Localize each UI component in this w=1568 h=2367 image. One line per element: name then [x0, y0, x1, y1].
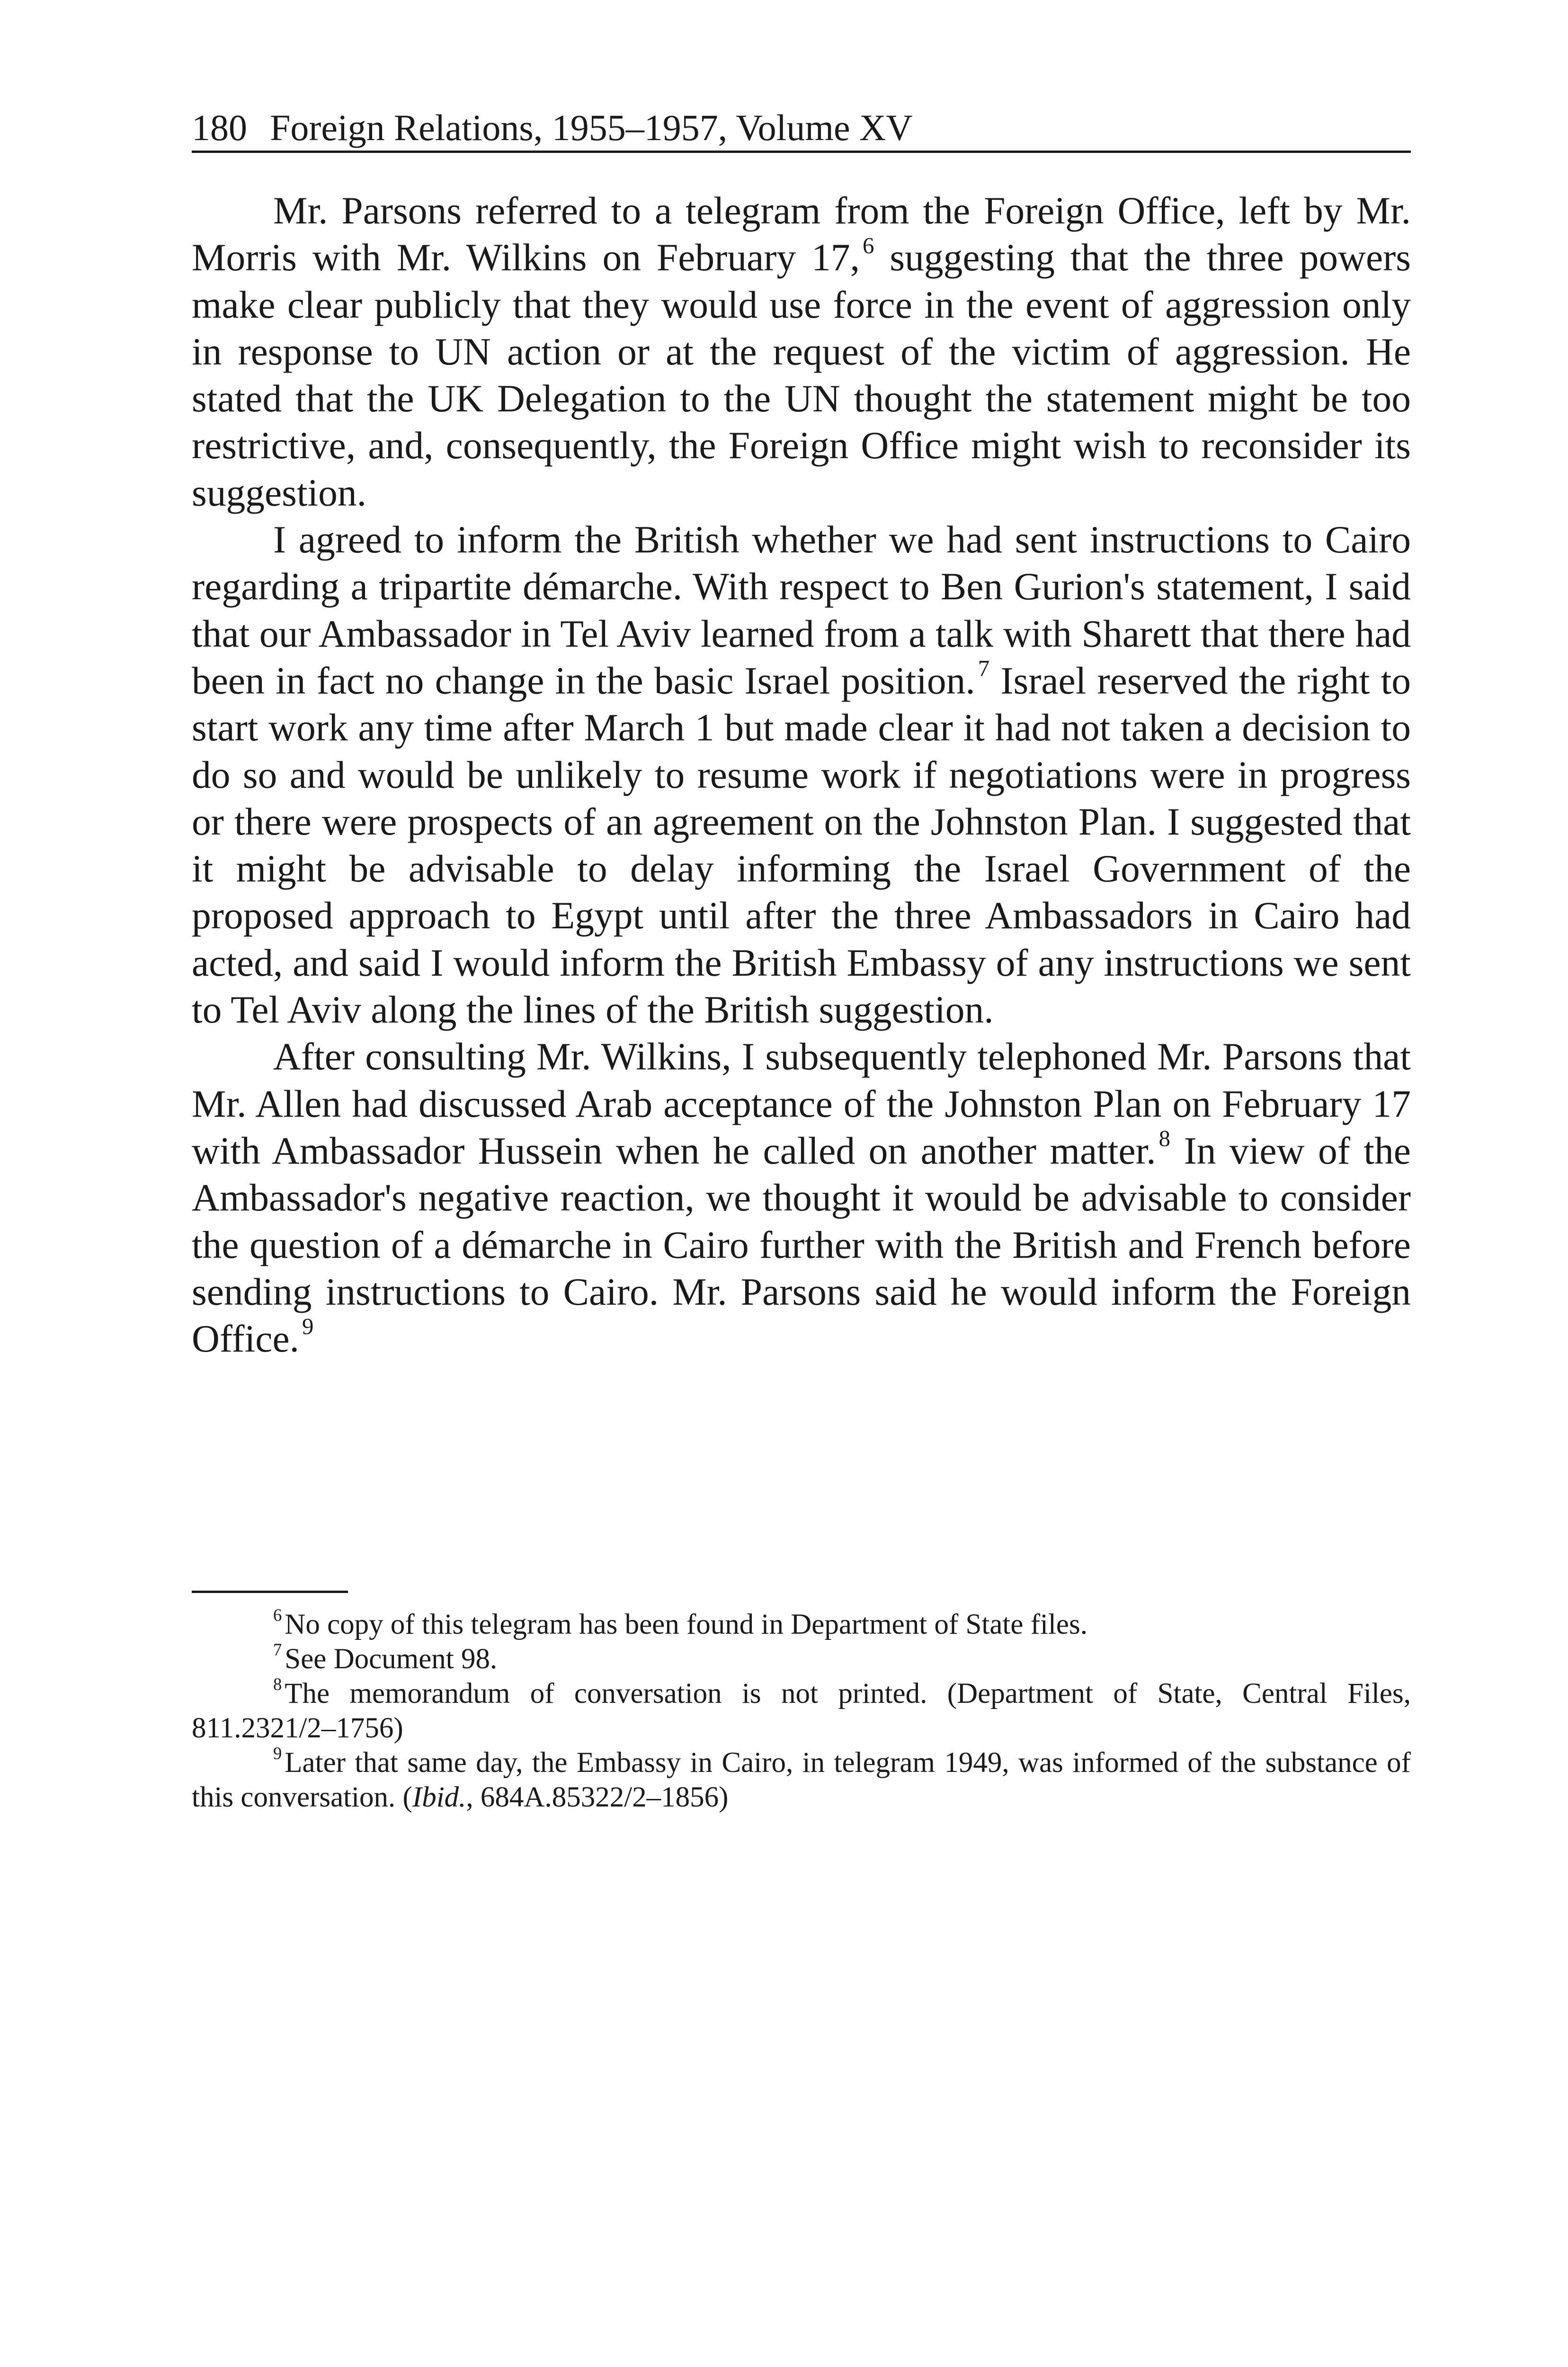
paragraph-text: Israel reserved the right to start work any time after March 1 but made clear it had not taken a decision to do so and would be unlikely to resume work if negotiations were in progress or there were prospects of an agreement on the Johnston Plan. I suggested that it might be advisable to delay informing the Israel Government of the proposed approach to Egypt until after the three Ambassadors in Cairo had acted, and said I would inform the British Embassy of any instructions we sent to Tel Aviv along the lines of the British suggestion. — [192, 658, 1411, 1032]
paragraph-text: After consulting Mr. Wilkins, I subsequently telephoned Mr. Parsons that Mr. Allen had discussed Arab acceptance of the Johnston Plan on February 17 with Ambassador Hussein when he called on another matter. — [192, 1035, 1411, 1172]
footnote-reference: 9 — [302, 1313, 314, 1340]
paragraph-text: I agreed to inform the British whether we had sent instructions to Cairo regarding a tripartite démarche. With respect to Ben Gurion's statement, I said that our Ambassador in Tel Aviv learned from a talk with Sharett that there had been in fact no change in the basic Israel position. — [192, 518, 1411, 702]
footnote-text: The memorandum of conversation is not printed. (Department of State, Central Files, 811.2321/2–1756) — [192, 1678, 1411, 1744]
footnote-9 — [192, 1745, 1411, 1815]
volume-title: Foreign Relations, 1955–1957, Volume XV — [270, 107, 913, 148]
paragraph-parsons-telegram — [192, 187, 1411, 516]
footnote-reference: 8 — [1158, 1125, 1171, 1152]
paragraph-johnston-plan — [192, 1033, 1411, 1362]
footnotes — [192, 1607, 1411, 1815]
footnote-number: 7 — [273, 1639, 282, 1659]
footnote-reference: 7 — [978, 655, 990, 682]
paragraph-text: Mr. Parsons referred to a telegram from the Foreign Office, left by Mr. Morris with Mr. Wilkins on February 17, — [192, 189, 1411, 279]
paragraph-text: suggesting that the three powers make clear publicly that they would use force in the event of aggression only in response to UN action or at the request of the victim of aggression. He stated that the UK Delegation to the UN thought the statement might be too restrictive, and, consequently, the Foreign Office might wish to reconsider its suggestion. — [192, 236, 1411, 514]
footnote-text: No copy of this telegram has been found in Department of State files. — [285, 1609, 1087, 1640]
footnote-8 — [192, 1676, 1411, 1745]
footnote-number: 9 — [273, 1743, 282, 1763]
footnote-6 — [192, 1607, 1411, 1642]
footnote-reference: 6 — [862, 232, 874, 258]
ibid-citation: Ibid. — [412, 1781, 466, 1813]
footnote-text: See Document 98. — [285, 1643, 498, 1675]
footnote-7 — [192, 1639, 1411, 1676]
footnote-number: 8 — [273, 1674, 282, 1694]
body-text — [192, 187, 1411, 1362]
footnote-number: 6 — [273, 1605, 282, 1625]
page-number: 180 — [192, 107, 247, 148]
footnote-separator — [192, 1591, 348, 1593]
paragraph-text: In view of the Ambassador's negative reaction, we thought it would be advisable to consider the question of a démarche in Cairo further with the British and French before sending instructions to Cairo. Mr. Parsons said he would inform the Foreign Office. — [192, 1129, 1411, 1361]
footnote-text: , 684A.85322/2–1856) — [466, 1781, 729, 1813]
footnote-text: Later that same day, the Embassy in Cairo, in telegram 1949, was informed of the substance of this conversation. ( — [192, 1747, 1411, 1813]
running-head — [192, 105, 1411, 153]
paragraph-tripartite-demarche — [192, 516, 1411, 1033]
